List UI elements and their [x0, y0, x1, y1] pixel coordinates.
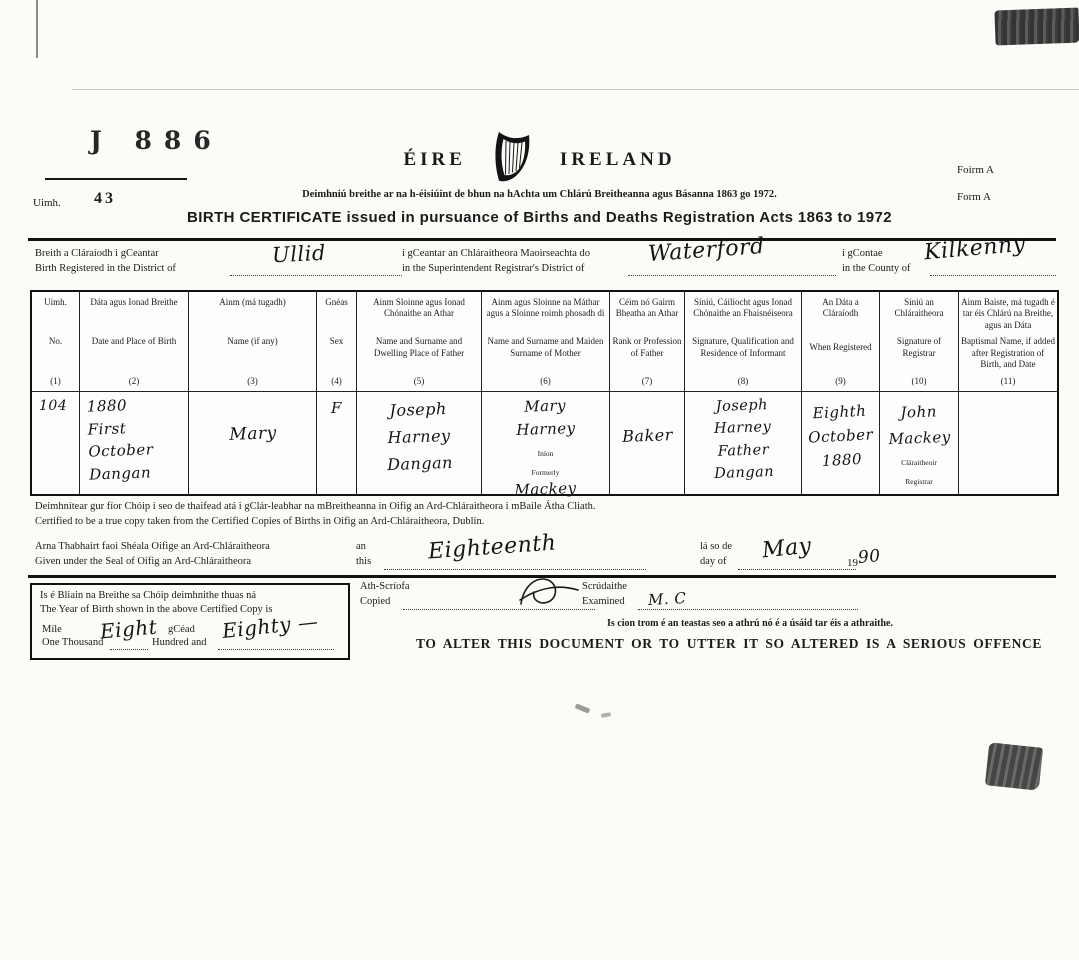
- examined-label-irish: Scrúdaithe: [582, 581, 627, 592]
- reference-stamp: J 886: [90, 126, 223, 155]
- country-name-irish: ÉIRE: [403, 148, 466, 170]
- register-table: [30, 290, 1059, 499]
- alteration-warning-irish: Is cion trom é an teastas seo a athrú nó é a úsáid tar éis a athraithe.: [606, 618, 893, 629]
- country-name-english: IRELAND: [559, 148, 676, 170]
- scan-smudge-top-right: [994, 8, 1079, 46]
- scan-speck: [575, 703, 591, 713]
- col-header-informant: Síniú, Cáilíocht agus Ionad Chónaithe an Fhaisnéiseora Signature, Qualification and Residence of Informant (8): [685, 292, 802, 392]
- thousand-label-irish: Míle: [42, 624, 62, 635]
- col-header-no: Uimh. No. (1): [32, 292, 80, 392]
- col-header-sex: Gnéas Sex (4): [317, 292, 357, 392]
- cell-name: Mary: [189, 392, 317, 494]
- col-header-mother: Ainm agus Sloinne na Máthar agus a Sloinne roimh phosadh di Name and Surname and Maiden Surname of Mother (6): [482, 292, 610, 392]
- district-label-english: Birth Registered in the District of: [35, 263, 176, 274]
- examined-label-english: Examined: [582, 596, 625, 607]
- seal-day-ordinal-value: Eighteenth: [427, 530, 558, 565]
- hundred-value: Eighty —: [221, 609, 320, 643]
- district-value: Ullid: [271, 240, 327, 268]
- uimh-label: Uimh.: [33, 197, 61, 209]
- seal-year-value: 90: [857, 546, 882, 568]
- copied-label-irish: Ath-Scríofa: [360, 581, 410, 592]
- registrar-printed-label: Cláraitheoir Registrar: [901, 457, 937, 486]
- certified-copy-line-irish: Deimhnítear gur fíor Chóip í seo de thaifead atá i gClár-leabhar na mBreitheanna in Oifig an Ard-Chláraitheora i mBaile Átha Cliath.: [35, 501, 596, 512]
- county-label-english: in the County of: [842, 263, 911, 274]
- superintendent-label-irish: i gCeantar an Chláraitheora Maoirseachta do: [402, 248, 591, 259]
- col-header-date-place: Dáta agus Ionad Breithe Date and Place of Birth (2): [80, 292, 189, 392]
- given-under-seal-english: Given under the Seal of Oifig an Ard-Chláraitheora: [35, 556, 252, 567]
- masthead: [0, 130, 1079, 189]
- hundred-label-english: Hundred and: [152, 637, 207, 648]
- superintendent-district-value: Waterford: [647, 233, 766, 268]
- cell-registrar-signature: John Mackey Cláraitheoir Registrar: [880, 392, 959, 494]
- col-header-registrar-signature: Síniú an Chláraitheora Signature of Registrar (10): [880, 292, 959, 392]
- alteration-warning-english: TO ALTER THIS DOCUMENT OR TO UTTER IT SO ALTERED IS A SERIOUS OFFENCE: [416, 636, 1042, 651]
- cell-mother: Mary Harney Iníon Formerly Mackey: [482, 392, 610, 494]
- form-label-english: Form A: [957, 191, 991, 203]
- cell-entry-no: 104: [32, 392, 80, 494]
- superintendent-label-english: in the Superintendent Registrar's District of: [402, 263, 585, 274]
- certificate-number: 43: [94, 190, 116, 207]
- subtitle-irish: Deimhniú breithe ar na h-éisiúint de bhun na hAchta um Chlárú Breitheanna agus Básanna 1863 go 1972.: [302, 189, 777, 200]
- county-label-irish: i gContae: [842, 248, 883, 259]
- cell-when-registered: Eighth October 1880: [802, 392, 880, 494]
- county-value: Kilkenny: [923, 231, 1027, 266]
- given-under-seal-irish: Arna Thabhairt faoi Shéala Oifige an Ard-Chláraitheora: [35, 541, 270, 552]
- col-header-when-registered: An Dáta a Cláraíodh When Registered (9): [802, 292, 880, 392]
- seal-month-value: May: [760, 533, 813, 564]
- hundred-label-irish: gCéad: [168, 624, 195, 635]
- col-header-father: Ainm Sloinne agus Ionad Chónaithe an Athar Name and Surname and Dwelling Place of Father (5): [357, 292, 482, 392]
- scan-edge-mark: [36, 0, 38, 58]
- cell-date-place-of-birth: 1880 First October Dangan: [80, 392, 189, 494]
- copied-signature-scribble: [518, 574, 580, 619]
- harp-icon: [494, 130, 532, 189]
- col-header-rank: Céim nó Gairm Bheatha an Athar Rank or Profession of Father (7): [610, 292, 685, 392]
- cell-informant: Joseph Harney Father Dangan: [685, 392, 802, 494]
- day-label-english: day of: [700, 556, 727, 567]
- cell-father: Joseph Harney Dangan: [357, 392, 482, 494]
- cell-rank-or-profession: Baker: [610, 392, 685, 494]
- year-box-line-irish: Is é Bliain na Breithe sa Chóip deimhnithe thuas ná: [40, 590, 257, 601]
- certificate-title: BIRTH CERTIFICATE issued in pursuance of Births and Deaths Registration Acts 1863 to 1972: [187, 209, 892, 226]
- year-prefix-printed: 19: [847, 557, 858, 569]
- cell-baptismal-name: [959, 392, 1057, 494]
- district-label-irish: Breith a Cláraíodh i gCeantar: [35, 248, 159, 259]
- col-header-baptismal-name: Ainm Baiste, má tugadh é tar éis Chlárú na Breithe, agus an Dáta Baptismal Name, if added after Registration of Birth, and Date (11): [959, 292, 1057, 392]
- thousand-label-english: One Thousand: [42, 637, 104, 648]
- scan-smudge-right: [985, 742, 1043, 790]
- cell-sex: F: [317, 392, 357, 494]
- form-label-irish: Foirm A: [957, 164, 994, 176]
- mother-formerly-label: Iníon Formerly: [531, 449, 560, 478]
- copied-label-english: Copied: [360, 596, 391, 607]
- this-label-english: this: [356, 556, 372, 567]
- thousand-value: Eight: [99, 614, 159, 644]
- this-label-irish: an: [356, 541, 366, 552]
- scan-speck: [601, 712, 612, 718]
- examined-initials-value: M. C: [647, 589, 687, 609]
- day-label-irish: lá so de: [700, 541, 733, 552]
- certified-copy-line-english: Certified to be a true copy taken from the Certified Copies of Births in Oifig an Ard-Chláraitheora, Dublin.: [35, 516, 485, 527]
- scan-edge-line: [72, 89, 1079, 90]
- horizontal-rule-top: [28, 238, 1056, 241]
- year-box-line-english: The Year of Birth shown in the above Certified Copy is: [40, 604, 273, 615]
- col-header-name: Ainm (má tugadh) Name (if any) (3): [189, 292, 317, 392]
